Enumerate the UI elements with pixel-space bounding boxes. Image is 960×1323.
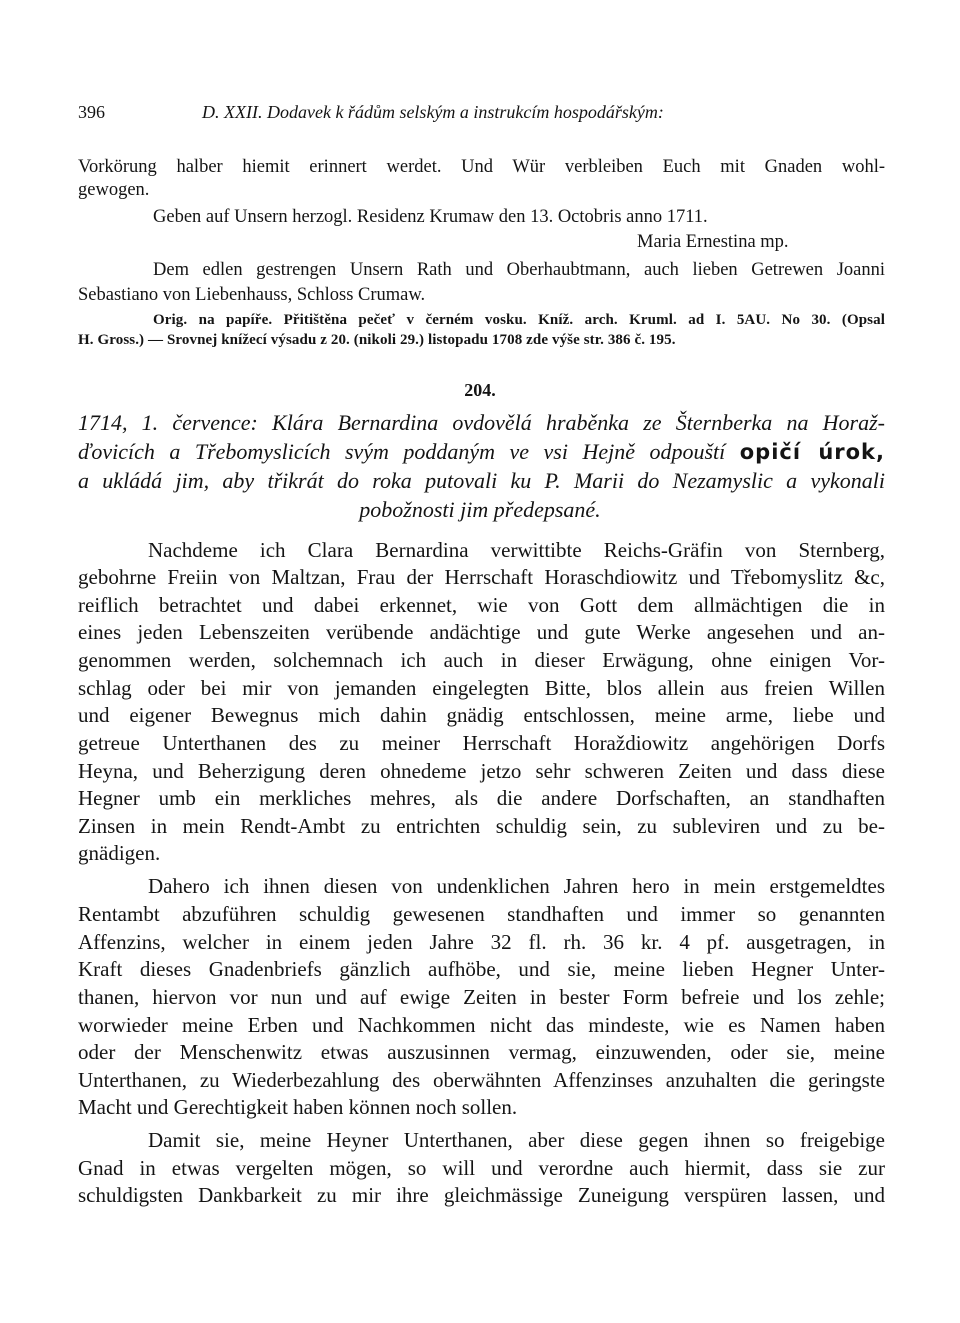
page-number: 396 xyxy=(78,102,105,122)
p1-line-12: gnädigen. xyxy=(78,841,161,865)
p2-line-6: worwieder meine Erben und Nachkommen nicht das mindeste, wie es Namen haben xyxy=(78,1013,885,1037)
source-note-line-1: Orig. na papíře. Přitištěna pečeť v černém vosku. Kníž. arch. Kruml. ad I. 5AU. No 30. (Opsal xyxy=(153,312,885,328)
p1-line-10: Hegner umb ein merkliches mehres, als die andere Dorfschaften, an standhaften xyxy=(78,786,885,810)
p1-line-6: schlag oder bei mir von jemanden eingelegten Bitte, blos allein aus freien Willen xyxy=(78,676,885,700)
p1-line-5: genommen werden, solchemnach ich auch in dieser Erwägung, ohne einigen Vor- xyxy=(78,648,885,672)
p3-line-3: schuldigsten Dankbarkeit zu mir ihre gleichmässige Zuneigung verspüren lassen, und xyxy=(78,1183,885,1207)
p1-line-9: Heyna, und Beherzigung deren ohnedeme jetzo sehr schweren Zeiten und dass diese xyxy=(78,759,885,783)
p1-line-3: reiflich betrachtet und dabei erkennet, wie von Gott dem allmächtigen die in xyxy=(78,593,885,617)
address-line-1: Dem edlen gestrengen Unsern Rath und Oberhaubtmann, auch lieben Getrewen Joanni xyxy=(153,260,885,280)
p1-line-1: Nachdeme ich Clara Bernardina verwittibte Reichs-Gräfin von Sternberg, xyxy=(148,538,885,562)
signature: Maria Ernestina mp. xyxy=(637,232,789,252)
p2-line-5: thanen, hiervon vor nun und auf ewige Zeiten in bester Form befreie und los zehle; xyxy=(78,985,885,1009)
p1-line-7: und eigener Bewegnus mich dahin gnädig entschlossen, meine arme, liebe und xyxy=(78,703,885,727)
regest-line-2 xyxy=(78,439,885,465)
p2-line-8: Unterthanen, zu Wiederbezahlung des oberwähnten Affenzinses anzuhalten die geringste xyxy=(78,1068,885,1092)
p1-line-4: eines jeden Lebenszeiten verübende andächtige und gute Werke angesehen und an- xyxy=(78,620,885,644)
p1-line-8: getreue Unterthanen des zu meiner Herrschaft Horaždiowitz angehörigen Dorfs xyxy=(78,731,885,755)
p3-line-2: Gnad in etwas vergelten mögen, so will und verordne auch hiermit, dass sie zur xyxy=(78,1156,885,1180)
prev-text-line-1: Vorkörung halber hiemit erinnert werdet. Und Wür verbleiben Euch mit Gnaden wohl- xyxy=(78,157,885,177)
document-number: 204. xyxy=(464,380,496,400)
p2-line-1: Dahero ich ihnen diesen von undenklichen Jahren hero in mein erstgemeldtes xyxy=(148,874,885,898)
p1-line-11: Zinsen in mein Rendt-Ambt zu entrichten schuldig sein, zu subleviren und zu be- xyxy=(78,814,885,838)
regest-line-1: 1714, 1. července: Klára Bernardina ovdovělá hraběnka ze Šternberka na Horaž- xyxy=(78,410,885,435)
dating-line: Geben auf Unsern herzogl. Residenz Krumaw den 13. Octobris anno 1711. xyxy=(153,207,708,227)
p2-line-2: Rentambt abzuführen schuldig gewesenen standhaften und immer so genannten xyxy=(78,902,885,926)
p3-line-1: Damit sie, meine Heyner Unterthanen, aber diese gegen ihnen so freigebige xyxy=(148,1128,885,1152)
p2-line-3: Affenzins, welcher in einem jeden Jahre 32 fl. rh. 36 kr. 4 pf. ausgetragen, in xyxy=(78,930,885,954)
p1-line-2: gebohrne Freiin von Maltzan, Frau der Herrschaft Horaschdiowitz und Třebomyslitz &c, xyxy=(78,565,885,589)
running-title: D. XXII. Dodavek k řádům selským a instrukcím hospodářským: xyxy=(202,102,664,122)
p2-line-4: Kraft dieses Gnadenbriefs gänzlich aufhöbe, und sie, meine lieben Hegner Unter- xyxy=(78,957,885,981)
address-line-2: Sebastiano von Liebenhauss, Schloss Crumaw. xyxy=(78,285,426,305)
regest-emphasis: opičí úrok, xyxy=(739,440,886,464)
regest-line-3: a ukládá jim, aby třikrát do roka putovali ku P. Marii do Nezamyslic a vykonali xyxy=(78,468,885,493)
prev-text-line-2: gewogen. xyxy=(78,180,150,200)
source-note-line-2: H. Gross.) — Srovnej knížecí výsadu z 20. (nikoli 29.) listopadu 1708 zde výše str. 386 č. 195. xyxy=(78,332,676,348)
p2-line-7: oder der Menschenwitz etwas auszusinnen vermag, einzuwenden, oder sie, meine xyxy=(78,1040,885,1064)
regest-line-2-text: ďovicích a Třebomyslicích svým poddaným ve vsi Hejně odpouští xyxy=(78,439,726,464)
p2-line-9: Macht und Gerechtigkeit haben können noch sollen. xyxy=(78,1095,518,1119)
regest-line-4: pobožnosti jim předepsané. xyxy=(359,497,601,522)
